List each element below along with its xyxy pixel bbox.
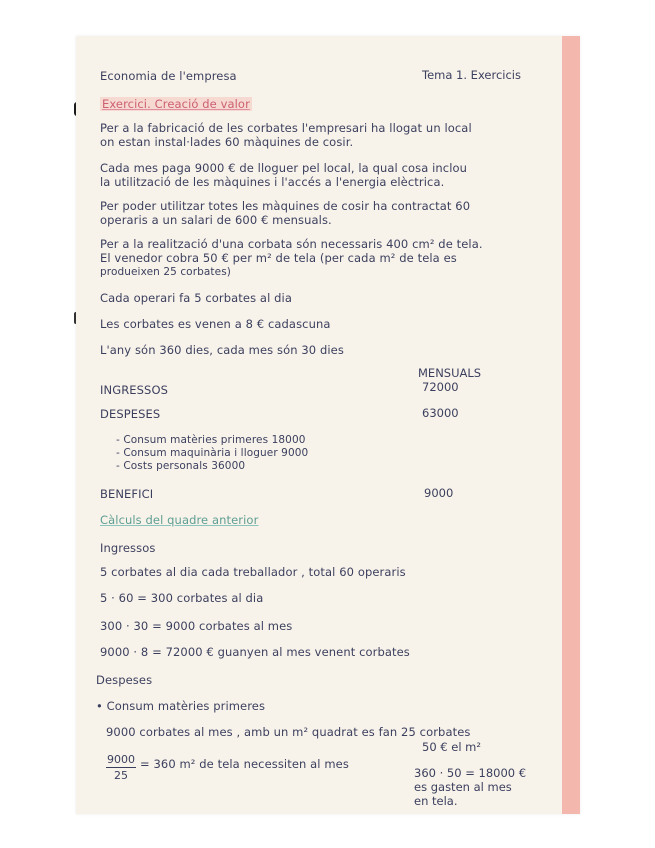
ingressos-value: 72000 (422, 380, 459, 394)
calc-bullet: • Consum matèries primeres (96, 699, 266, 713)
page-edge-pink (562, 36, 580, 814)
paragraph-3-line-2: operaris a un salari de 600 € mensuals. (100, 213, 332, 227)
section-title-text: Exercici. Creació de valor (102, 97, 250, 111)
fraction-numerator: 9000 (107, 753, 135, 766)
calc-line-2: 5 · 60 = 300 corbates al dia (100, 591, 264, 605)
despeses-item-3: - Costs personals 36000 (116, 460, 246, 472)
despeses-item-1: - Consum matèries primeres 18000 (116, 434, 306, 446)
calc-line-3: 300 · 30 = 9000 corbates al mes (100, 619, 293, 633)
fact-dies: L'any són 360 dies, cada mes són 30 dies (100, 343, 344, 357)
calc-title (100, 514, 258, 527)
calc-line-1: 5 corbates al dia cada treballador , total 60 operaris (100, 565, 406, 579)
section-title (100, 98, 252, 111)
paragraph-2-line-2: la utilització de les màquines i l'accés a l'energia elèctrica. (100, 175, 445, 189)
calc-title-text: Càlculs del quadre anterior (100, 513, 259, 527)
calc-ingressos: Ingressos (100, 541, 156, 555)
paragraph-4-line-3: produeixen 25 corbates) (100, 266, 231, 278)
paragraph-4-line-2: El venedor cobra 50 € per m² de tela (per cada m² de tela es (100, 251, 457, 265)
ingressos-label: INGRESSOS (100, 383, 169, 397)
calc-line-5: 9000 corbates al mes , amb un m² quadrat es fan 25 corbates (106, 725, 471, 739)
notebook-page (76, 36, 580, 814)
despeses-item-2: - Consum maquinària i lloguer 9000 (116, 447, 309, 459)
table-col-header: MENSUALS (418, 366, 482, 380)
side-line-3: en tela. (414, 794, 458, 808)
paragraph-1-line-1: Per a la fabricació de les corbates l'empresari ha llogat un local (100, 121, 472, 135)
paragraph-1-line-2: on estan instal·lades 60 màquines de cosir. (100, 135, 354, 149)
fraction-bar (106, 767, 136, 768)
calc-line-5b: 50 € el m² (422, 740, 481, 754)
topic-header: Tema 1. Exercicis (422, 68, 521, 82)
benefici-value: 9000 (424, 486, 454, 500)
calc-despeses: Despeses (96, 673, 153, 687)
paragraph-2-line-1: Cada mes paga 9000 € de lloguer pel local, la qual cosa inclou (100, 161, 468, 175)
fact-preu: Les corbates es venen a 8 € cadascuna (100, 317, 331, 331)
side-line-2: es gasten al mes (414, 780, 512, 794)
fraction (106, 753, 136, 782)
despeses-value: 63000 (422, 406, 459, 420)
fact-operari: Cada operari fa 5 corbates al dia (100, 291, 292, 305)
paragraph-4-line-1: Per a la realització d'una corbata són necessaris 400 cm² de tela. (100, 237, 483, 251)
subject-header: Economia de l'empresa (100, 69, 237, 83)
benefici-label: BENEFICI (100, 487, 154, 501)
paragraph-3-line-1: Per poder utilitzar totes les màquines de cosir ha contractat 60 (100, 199, 471, 213)
calc-line-6: = 360 m² de tela necessiten al mes (140, 757, 349, 771)
fraction-denominator: 25 (114, 769, 128, 782)
despeses-label: DESPESES (100, 407, 161, 421)
calc-line-4: 9000 · 8 = 72000 € guanyen al mes venent corbates (100, 645, 410, 659)
side-line-1: 360 · 50 = 18000 € (414, 766, 527, 780)
